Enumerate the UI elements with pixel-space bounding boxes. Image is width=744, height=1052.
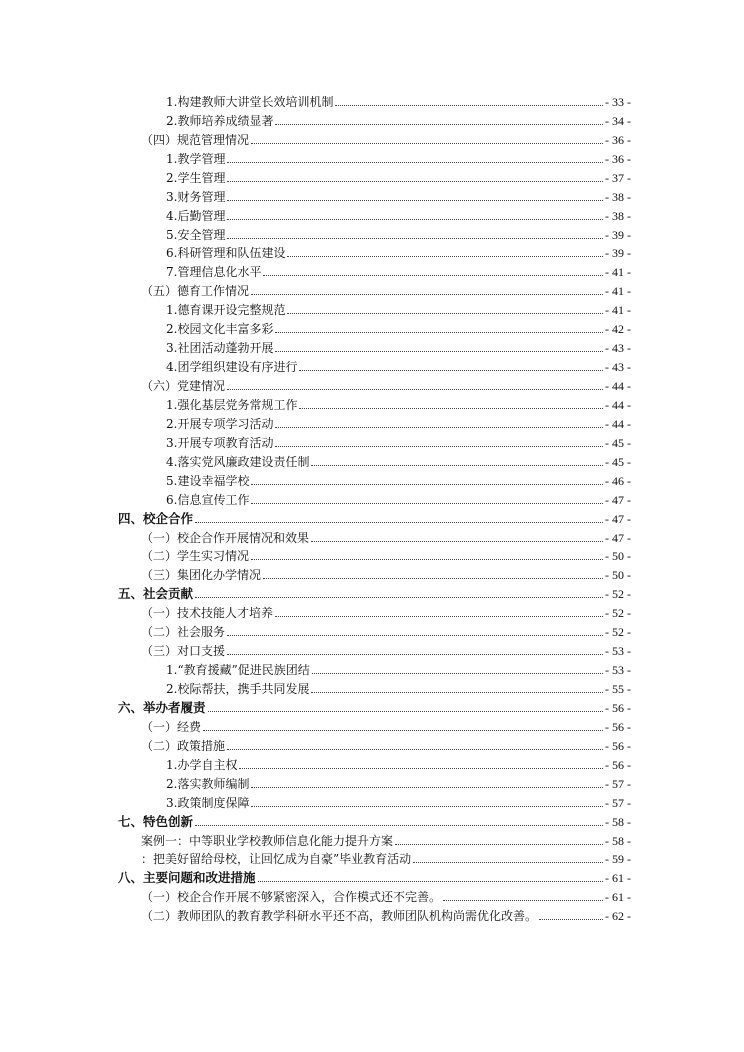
dot-leader	[311, 541, 603, 542]
toc-entry[interactable]	[0, 563, 631, 582]
toc-entry-title: ：把美好留给母校，让回忆成为自豪”毕业教育活动	[141, 852, 412, 867]
toc-entry-title: 2.校园文化丰富多彩	[166, 322, 274, 337]
toc-entry-title: （二）学生实习情况	[141, 549, 250, 564]
toc-entry-page-number: - 47 -	[605, 530, 631, 545]
dot-leader	[275, 351, 603, 352]
toc-entry[interactable]	[0, 90, 631, 109]
toc-entry-title: 1.德育课开设完整规范	[166, 303, 286, 318]
toc-entry-page-number: - 61 -	[605, 890, 631, 905]
toc-entry[interactable]	[0, 412, 631, 431]
toc-entry-title: 4.团学组织建设有序进行	[166, 360, 298, 375]
toc-entry[interactable]	[0, 848, 631, 867]
dot-leader	[275, 427, 603, 428]
toc-entry-title: 2.落实教师编制	[166, 776, 250, 791]
toc-entry-page-number: - 41 -	[605, 303, 631, 318]
toc-entry-title: 4.落实党风廉政建设责任制	[166, 454, 310, 469]
dot-leader	[251, 806, 603, 807]
toc-entry-title: 八、主要问题和改进措施	[118, 871, 256, 886]
toc-entry-title: （五）德育工作情况	[141, 284, 250, 299]
dot-leader	[203, 730, 603, 731]
toc-entry[interactable]	[0, 166, 631, 185]
toc-entry-title: （一）校企合作开展情况和效果	[141, 530, 310, 545]
dot-leader	[251, 143, 603, 144]
toc-entry[interactable]	[0, 374, 631, 393]
dot-leader	[239, 768, 603, 769]
toc-entry-title: 3.开展专项教育活动	[166, 435, 274, 450]
toc-entry[interactable]	[0, 772, 631, 791]
dot-leader	[275, 616, 603, 617]
toc-entry-page-number: - 37 -	[605, 170, 631, 185]
toc-entry[interactable]	[0, 526, 631, 545]
toc-entry[interactable]	[0, 545, 631, 564]
toc-entry[interactable]	[0, 791, 631, 810]
toc-entry-page-number: - 56 -	[605, 757, 631, 772]
toc-entry-page-number: - 36 -	[605, 132, 631, 147]
toc-entry[interactable]	[0, 223, 631, 242]
toc-entry-page-number: - 55 -	[605, 682, 631, 696]
toc-entry-title: （二）政策措施	[141, 738, 226, 753]
toc-entry[interactable]	[0, 829, 631, 848]
toc-entry-title: 6.科研管理和队伍建设	[166, 246, 286, 261]
toc-entry-page-number: - 56 -	[605, 719, 631, 734]
dot-leader	[227, 238, 603, 239]
dot-leader	[539, 919, 603, 920]
dot-leader	[275, 332, 603, 333]
dot-leader	[311, 465, 603, 466]
toc-entry[interactable]	[0, 866, 631, 885]
toc-entry-page-number: - 43 -	[605, 341, 631, 356]
toc-entry[interactable]	[0, 450, 631, 469]
toc-entry-page-number: - 53 -	[605, 663, 631, 678]
toc-entry-title: 五、社会贡献	[118, 587, 194, 602]
toc-entry[interactable]	[0, 147, 631, 166]
toc-entry-title: （一）经费	[141, 719, 202, 734]
toc-entry[interactable]	[0, 317, 631, 336]
toc-entry-page-number: - 50 -	[605, 549, 631, 564]
dot-leader	[258, 881, 603, 882]
toc-entry-title: （二）社会服务	[141, 625, 226, 640]
toc-entry[interactable]	[0, 298, 631, 317]
dot-leader	[275, 124, 603, 125]
toc-entry-title: （三）集团化办学情况	[141, 568, 262, 583]
toc-entry-page-number: - 38 -	[605, 208, 631, 223]
toc-entry-title: （四）规范管理情况	[141, 132, 250, 147]
toc-entry-page-number: - 47 -	[605, 492, 631, 507]
toc-entry[interactable]	[0, 242, 631, 261]
dot-leader	[227, 749, 603, 750]
dot-leader	[311, 692, 603, 693]
dot-leader	[263, 275, 603, 276]
toc-entry-title: （一）技术技能人才培养	[141, 606, 274, 621]
toc-entry-page-number: - 36 -	[605, 151, 631, 166]
dot-leader	[227, 181, 603, 182]
toc-entry-page-number: - 44 -	[605, 397, 631, 412]
toc-entry-title: 1.强化基层党务常规工作	[166, 397, 298, 412]
dot-leader	[263, 578, 603, 579]
toc-entry-page-number: - 38 -	[605, 189, 631, 204]
toc-entry-title: （三）对口支援	[141, 644, 226, 659]
toc-entry[interactable]	[0, 658, 631, 677]
toc-entry-page-number: - 39 -	[605, 246, 631, 261]
dot-leader	[251, 503, 603, 504]
dot-leader	[227, 162, 603, 163]
toc-entry[interactable]	[0, 279, 631, 298]
toc-entry-page-number: - 47 -	[605, 511, 631, 526]
toc-entry-title: 6.信息宣传工作	[166, 492, 250, 507]
toc-entry-title: 1.“教育援藏”促进民族团结	[166, 663, 310, 678]
toc-entry[interactable]	[0, 582, 631, 601]
dot-leader	[195, 522, 603, 523]
toc-entry-page-number: - 53 -	[605, 644, 631, 659]
dot-leader	[227, 389, 603, 390]
toc-entry[interactable]	[0, 715, 631, 734]
toc-entry[interactable]	[0, 734, 631, 753]
toc-entry-title: 3.财务管理	[166, 189, 226, 204]
toc-entry[interactable]	[0, 128, 631, 147]
dot-leader	[227, 219, 603, 220]
dot-leader	[312, 673, 603, 674]
toc-entry-title: （六）党建情况	[141, 379, 226, 393]
toc-entry[interactable]	[0, 431, 631, 450]
toc-entry-page-number: - 45 -	[605, 435, 631, 450]
toc-entry[interactable]	[0, 620, 631, 639]
dot-leader	[395, 844, 603, 845]
dot-leader	[335, 105, 603, 106]
toc-entry[interactable]	[0, 204, 631, 223]
toc-entry[interactable]	[0, 469, 631, 488]
dot-leader	[275, 446, 603, 447]
toc-entry-page-number: - 57 -	[605, 776, 631, 791]
dot-leader	[227, 200, 603, 201]
toc-entry-title: （二）教师团队的教育教学科研水平还不高，教师团队机构尚需优化改善。	[141, 909, 538, 924]
toc-entry[interactable]	[0, 109, 631, 128]
toc-entry-page-number: - 44 -	[605, 416, 631, 431]
toc-entry[interactable]	[0, 677, 631, 696]
dot-leader	[287, 256, 603, 257]
toc-entry-title: 3.社团活动蓬勃开展	[166, 341, 274, 356]
toc-entry-title: 5.建设幸福学校	[166, 473, 250, 488]
dot-leader	[195, 825, 603, 826]
toc-entry-page-number: - 46 -	[605, 473, 631, 488]
dot-leader	[251, 559, 603, 560]
dot-leader	[195, 597, 603, 598]
toc-entry-page-number: - 52 -	[605, 625, 631, 640]
toc-entry-page-number: - 44 -	[605, 379, 631, 393]
toc-entry-page-number: - 58 -	[605, 833, 631, 848]
toc-entry-page-number: - 50 -	[605, 568, 631, 583]
toc-entry[interactable]	[0, 885, 631, 904]
toc-entry-page-number: - 62 -	[605, 909, 631, 924]
toc-entry-title: 四、校企合作	[118, 511, 194, 526]
toc-entry[interactable]	[0, 336, 631, 355]
toc-entry-title: 1.教学管理	[166, 151, 226, 166]
dot-leader	[227, 635, 603, 636]
toc-entry-page-number: - 59 -	[605, 852, 631, 867]
toc-entry-page-number: - 39 -	[605, 227, 631, 242]
toc-entry-title: 7.管理信息化水平	[166, 265, 262, 280]
dot-leader	[251, 787, 603, 788]
toc-entry-page-number: - 58 -	[605, 814, 631, 829]
toc-entry-page-number: - 45 -	[605, 454, 631, 469]
toc-entry-title: （一）校企合作开展不够紧密深入，合作模式还不完善。	[141, 890, 442, 905]
toc-entry-title: 2.教师培养成绩显著	[166, 113, 274, 128]
dot-leader	[413, 862, 603, 863]
toc-entry-title: 1.办学自主权	[166, 757, 238, 772]
dot-leader	[299, 408, 603, 409]
toc-entry-page-number: - 61 -	[605, 871, 631, 886]
toc-entry-page-number: - 41 -	[605, 284, 631, 299]
dot-leader	[251, 294, 603, 295]
toc-entry-title: 案例一：中等职业学校教师信息化能力提升方案	[141, 833, 394, 848]
toc-entry[interactable]	[0, 639, 631, 658]
toc-entry-page-number: - 33 -	[605, 94, 631, 109]
dot-leader	[227, 654, 603, 655]
toc-entry-page-number: - 43 -	[605, 360, 631, 375]
dot-leader	[208, 711, 603, 712]
toc-entry-title: 六、举办者履责	[118, 700, 206, 715]
toc-entry-title: 2.学生管理	[166, 170, 226, 185]
toc-entry-page-number: - 57 -	[605, 795, 631, 810]
toc-entry-title: 3.政策制度保障	[166, 795, 250, 810]
toc-entry-title: 2.开展专项学习活动	[166, 416, 274, 431]
toc-entry-title: 4.后勤管理	[166, 208, 226, 223]
dot-leader	[299, 370, 603, 371]
toc-entry[interactable]	[0, 393, 631, 412]
toc-entry[interactable]	[0, 601, 631, 620]
toc-entry-title: 1.构建教师大讲堂长效培训机制	[166, 94, 334, 109]
toc-entry[interactable]	[0, 185, 631, 204]
toc-entry[interactable]	[0, 753, 631, 772]
toc-entry[interactable]	[0, 355, 631, 374]
toc-entry-title: 七、特色创新	[118, 814, 194, 829]
toc-entry-page-number: - 52 -	[605, 606, 631, 621]
toc-entry-page-number: - 56 -	[605, 738, 631, 753]
toc-entry-title: 5.安全管理	[166, 227, 226, 242]
toc-entry[interactable]	[0, 260, 631, 279]
table-of-contents	[0, 90, 744, 923]
toc-entry-page-number: - 34 -	[605, 113, 631, 128]
dot-leader	[251, 484, 603, 485]
toc-entry-title: 2.校际帮扶，携手共同发展	[166, 682, 310, 696]
toc-entry[interactable]	[0, 507, 631, 526]
toc-entry[interactable]	[0, 488, 631, 507]
dot-leader	[443, 900, 603, 901]
toc-entry-page-number: - 41 -	[605, 265, 631, 280]
toc-entry-page-number: - 52 -	[605, 587, 631, 602]
toc-entry[interactable]	[0, 696, 631, 715]
toc-entry-page-number: - 56 -	[605, 700, 631, 715]
toc-entry-page-number: - 42 -	[605, 322, 631, 337]
toc-entry[interactable]	[0, 810, 631, 829]
toc-entry[interactable]	[0, 904, 631, 923]
dot-leader	[287, 313, 603, 314]
